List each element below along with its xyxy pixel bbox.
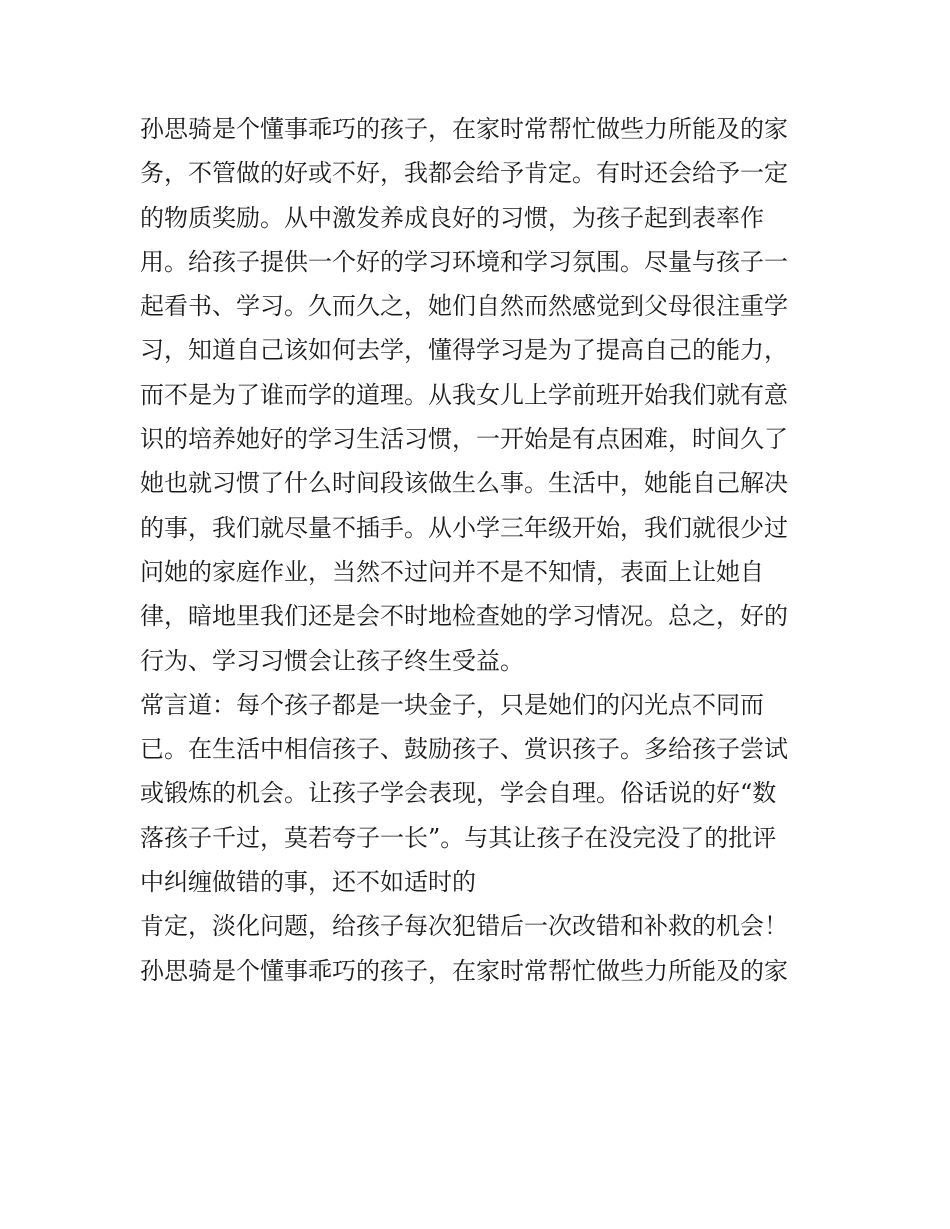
text-line: 孙思骑是个懂事乖巧的孩子，在家时常帮忙做些力所能及的家 <box>140 956 788 985</box>
text-line: 她也就习惯了什么时间段该做生么事。生活中，她能自己解决 <box>140 469 788 498</box>
text-line: 的物质奖励。从中激发养成良好的习惯，为孩子起到表率作 <box>140 203 764 232</box>
text-line: 常言道：每个孩子都是一块金子，只是她们的闪光点不同而 <box>140 690 764 719</box>
text-line: 习，知道自己该如何去学，懂得学习是为了提高自己的能力， <box>140 336 788 365</box>
text-line: 起看书、学习。久而久之，她们自然而然感觉到父母很注重学 <box>140 292 788 321</box>
text-line: 律，暗地里我们还是会不时地检查她的学习情况。总之，好的 <box>140 602 788 631</box>
text-line: 孙思骑是个懂事乖巧的孩子，在家时常帮忙做些力所能及的家 <box>140 115 788 143</box>
text-line: 的事，我们就尽量不插手。从小学三年级开始，我们就很少过 <box>140 513 788 542</box>
text-line: 问她的家庭作业，当然不过问并不是不知情，表面上让她自 <box>140 557 764 586</box>
text-line: 务，不管做的好或不好，我都会给予肯定。有时还会给予一定 <box>140 159 788 188</box>
text-line: 用。给孩子提供一个好的学习环境和学习氛围。尽量与孩子一 <box>140 247 788 276</box>
text-line: 肯定，淡化问题，给孩子每次犯错后一次改错和补救的机会！ <box>140 912 788 941</box>
text-line: 或锻炼的机会。让孩子学会表现，学会自理。俗话说的好“数 <box>140 779 777 808</box>
text-line: 行为、学习习惯会让孩子终生受益。 <box>140 646 524 675</box>
text-line: 识的培养她好的学习生活习惯，一开始是有点困难，时间久了 <box>140 425 788 454</box>
text-line: 已。在生活中相信孩子、鼓励孩子、赏识孩子。多给孩子尝试 <box>140 735 788 764</box>
text-line: 中纠缠做错的事，还不如适时的 <box>140 868 476 897</box>
text-line: 而不是为了谁而学的道理。从我女儿上学前班开始我们就有意 <box>140 380 788 409</box>
text-line: 落孩子千过，莫若夸子一长”。与其让孩子在没完没了的批评 <box>140 823 777 852</box>
body-text <box>140 107 820 993</box>
